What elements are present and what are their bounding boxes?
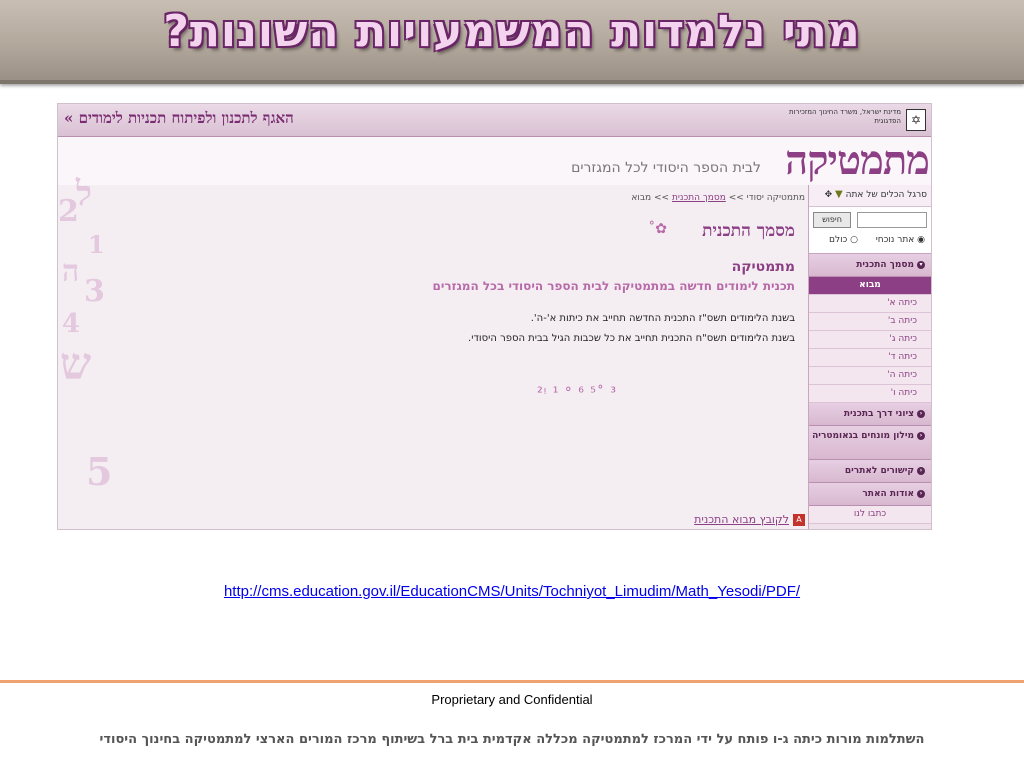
content-subheading: תכנית לימודים חדשה במתמטיקה לבית הספר היסודי בכל המגזרים	[432, 279, 795, 293]
nav-item-grade-4[interactable]: כיתה ד'	[809, 349, 931, 367]
site-content	[67, 185, 807, 529]
nav-item-grade-2[interactable]: כיתה ב'	[809, 313, 931, 331]
search-button[interactable]: חיפוש	[813, 212, 851, 228]
ministry-label: מדינת ישראל, משרד החינוך המזכירות הפדגוגית	[789, 108, 901, 125]
site-side-nav	[808, 185, 931, 529]
section-title: מסמך התכנית	[702, 221, 795, 241]
triangle-down-icon[interactable]: ▼	[835, 189, 843, 200]
nav-item-grade-3[interactable]: כיתה ג'	[809, 331, 931, 349]
content-paragraph-1: בשנת הלימודים תשס"ז התכנית החדשה תחייב את כיתות א'-ה'.	[530, 313, 795, 324]
nav-item-grade-5[interactable]: כיתה ה'	[809, 367, 931, 385]
search-input[interactable]	[857, 212, 927, 228]
site-logo-row	[58, 137, 931, 185]
slide-footer: השתלמות מורות כיתה ג-ו פותח על ידי המרכז למתמטיקה מכללה אקדמית בית ברל בשיתוף מרכז המורים הארצי למתמטיקה בחינוך היסודי	[99, 732, 925, 747]
slide-title-banner	[0, 0, 1024, 84]
footer-divider	[0, 680, 1024, 683]
confidential-note: Proprietary and Confidential	[431, 692, 593, 707]
pdf-icon: A	[793, 514, 805, 526]
radio-all-sites[interactable]: ○ כולם	[829, 235, 859, 245]
expand-icon: ‹	[917, 410, 925, 418]
nav-item-intro[interactable]: מבוא	[809, 277, 931, 295]
site-top-bar	[58, 104, 931, 137]
move-arrows-icon[interactable]: ✥	[824, 190, 833, 200]
expand-icon: ‹	[917, 467, 925, 475]
breadcrumb	[631, 193, 805, 203]
content-heading: מתמטיקה	[731, 259, 795, 275]
breadcrumb-program-doc[interactable]: מסמך התכנית	[671, 193, 726, 203]
nav-item-grade-1[interactable]: כיתה א'	[809, 295, 931, 313]
expand-icon: ‹	[917, 490, 925, 498]
radio-current-label: אתר נוכחי	[875, 235, 915, 245]
intro-file-link[interactable]: Aלקובץ מבוא התכנית	[694, 513, 805, 526]
breadcrumb-root[interactable]: מתמטיקה יסודי >>	[728, 193, 805, 203]
site-search	[809, 207, 931, 254]
toolbar-label: סרגל הכלים של אתה	[845, 190, 927, 200]
content-paragraph-2: בשנת הלימודים תשס"ח התכנית תחייב את כל שכבות הגיל בבית הספר היסודי.	[468, 333, 795, 344]
decorative-numbers-icon: ³ ˚⁵ ²ᵎ ¹ ° ⁶	[537, 385, 617, 401]
nav-item-about[interactable]: ‹אודות האתר	[809, 483, 931, 506]
nav-item-program-doc[interactable]: ▾מסמך התכנית	[809, 254, 931, 277]
nav-item-glossary[interactable]: ‹מילון מונחים בגאומטריה	[809, 426, 931, 460]
website-screenshot	[57, 103, 932, 530]
site-logo-subtitle: לבית הספר היסודי לכל המגזרים	[571, 160, 761, 176]
state-emblem-icon: ✡	[906, 109, 926, 131]
nav-item-contact[interactable]: כתבו לנו	[809, 506, 931, 524]
nav-item-grade-6[interactable]: כיתה ו'	[809, 385, 931, 403]
nav-item-links[interactable]: ‹קישורים לאתרים	[809, 460, 931, 483]
site-tagline[interactable]: האגף לתכנון ולפיתוח תכניות לימודים »	[64, 109, 294, 127]
source-url-link[interactable]: http://cms.education.gov.il/EducationCMS/Units/Tochniyot_Limudim/Math_Yesodi/PDF/	[223, 583, 801, 600]
expand-icon: ‹	[917, 432, 925, 440]
decorative-numbers-strip: ל 2 1 ה 3 4 ש 5	[58, 174, 113, 494]
slide-title: מתי נלמדות המשמעויות השונות?	[163, 6, 861, 57]
nav-item-milestones[interactable]: ‹ציוני דרך בתכנית	[809, 403, 931, 426]
breadcrumb-current: >> מבוא	[631, 193, 670, 203]
toolbar-row[interactable]	[809, 185, 931, 207]
collapse-icon: ▾	[917, 261, 925, 269]
radio-current-site[interactable]: ◉ אתר נוכחי	[875, 235, 925, 245]
decorative-dots-icon: ✿˚	[648, 221, 667, 237]
site-logo: מתמטיקה	[785, 137, 929, 184]
radio-all-label: כולם	[829, 235, 848, 245]
